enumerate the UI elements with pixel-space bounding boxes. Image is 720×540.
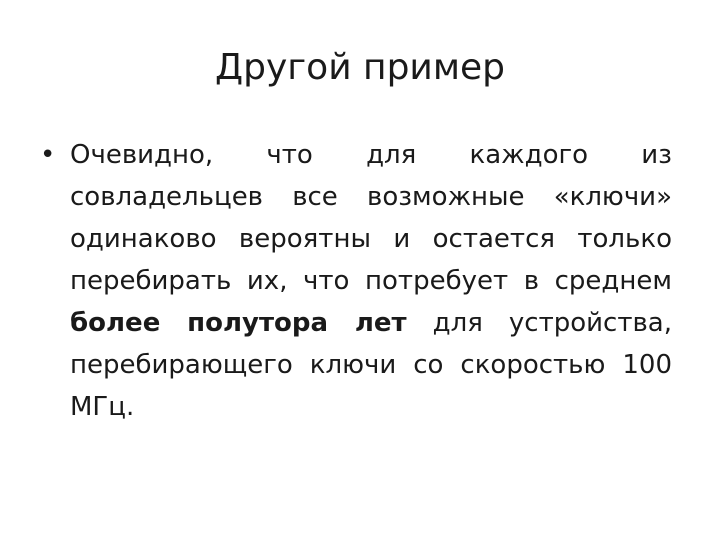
slide-body — [40, 134, 672, 428]
bullet-marker: • — [40, 140, 56, 170]
bullet-text-part1: Очевидно, что для каждого из совладельцев все возможные «ключи» одинаково вероятны и остается только перебирать их, что потребует в среднем — [70, 140, 672, 296]
slide-title: Другой пример — [214, 47, 505, 88]
bullet-text-part2: для устройства, перебирающего ключи со скоростью 100 МГц. — [70, 308, 672, 422]
bullet-text — [70, 134, 672, 428]
bullet-item — [40, 134, 672, 428]
bullet-text-bold: более полутора лет — [70, 308, 407, 338]
